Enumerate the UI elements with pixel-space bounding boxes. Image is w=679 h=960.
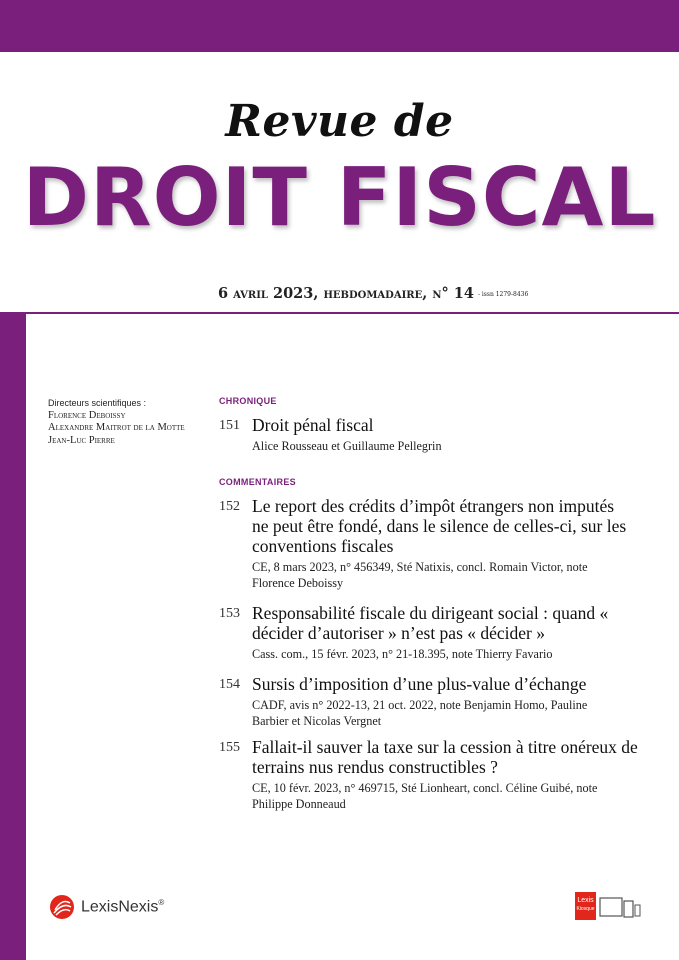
- publisher-trademark: ®: [158, 897, 165, 907]
- entry-number: 151: [219, 418, 240, 433]
- toc-entry[interactable]: [219, 496, 659, 591]
- issue-line: [218, 285, 528, 302]
- entry-subtitle: Alice Rousseau et Guillaume Pellegrin: [252, 439, 442, 453]
- toc-entry[interactable]: [219, 674, 659, 729]
- devices-icon: [599, 896, 641, 920]
- entry-subtitle: CE, 10 févr. 2023, n° 469715, Sté Lionheart, concl. Céline Guibé, note Philippe Donneaud: [252, 781, 598, 811]
- section-chronique: CHRONIQUE: [219, 396, 277, 406]
- publisher-name-text: LexisNexis: [81, 898, 159, 916]
- toc-entry[interactable]: [219, 415, 659, 454]
- directors-block: [48, 397, 185, 447]
- section-commentaires: COMMENTAIRES: [219, 477, 296, 487]
- publisher-name: [81, 898, 164, 916]
- director-name: Alexandre Maitrot de la Motte: [48, 422, 185, 433]
- directors-heading: Directeurs scientifiques :: [48, 398, 147, 408]
- kiosque-logo: [575, 892, 641, 920]
- entry-subtitle: Cass. com., 15 févr. 2023, n° 21-18.395, note Thierry Favario: [252, 647, 553, 661]
- entry-title: Droit pénal fiscal: [252, 415, 374, 435]
- director-name: Florence Deboissy: [48, 409, 126, 421]
- lexisnexis-swirl-icon: [49, 894, 75, 920]
- entry-title: Sursis d’imposition d’une plus-value d’échange: [252, 674, 587, 694]
- entry-subtitle: CADF, avis n° 2022-13, 21 oct. 2022, note Benjamin Homo, Pauline Barbier et Nicolas Vergnet: [252, 698, 588, 728]
- issue-date: 6 avril 2023, hebdomadaire, n° 14: [218, 285, 474, 302]
- toc-entry[interactable]: [219, 603, 659, 662]
- entry-number: 153: [219, 606, 240, 621]
- entry-title: Responsabilité fiscale du dirigeant social : quand « décider d’autoriser » n’est pas « décider »: [252, 603, 609, 643]
- director-name: Jean-Luc Pierre: [48, 434, 115, 446]
- header-rule: [0, 312, 679, 314]
- left-color-band: [0, 313, 26, 960]
- lexisnexis-logo: [49, 894, 164, 920]
- badge-label: Lexis: [577, 897, 594, 904]
- entry-number: 154: [219, 677, 240, 692]
- entry-title: Le report des crédits d’impôt étrangers non imputés ne peut être fondé, dans le silence de celles-ci, sur les conventions fiscales: [252, 496, 627, 556]
- masthead-script-title: Revue de: [225, 96, 454, 147]
- issn: - issn 1279-8436: [477, 290, 529, 298]
- entry-number: 155: [219, 740, 240, 755]
- toc-entry[interactable]: [219, 737, 659, 812]
- entry-title: Fallait-il sauver la taxe sur la cession à titre onéreux de terrains nus rendus constructibles ?: [252, 737, 638, 777]
- top-color-band: [0, 0, 679, 52]
- entry-number: 152: [219, 499, 240, 514]
- masthead-main-title: DROIT FISCAL: [22, 151, 657, 244]
- badge-sublabel: Kiosque: [576, 906, 595, 912]
- lexis-kiosque-badge: [575, 892, 596, 920]
- entry-subtitle: CE, 8 mars 2023, n° 456349, Sté Natixis, concl. Romain Victor, note Florence Deboissy: [252, 560, 588, 590]
